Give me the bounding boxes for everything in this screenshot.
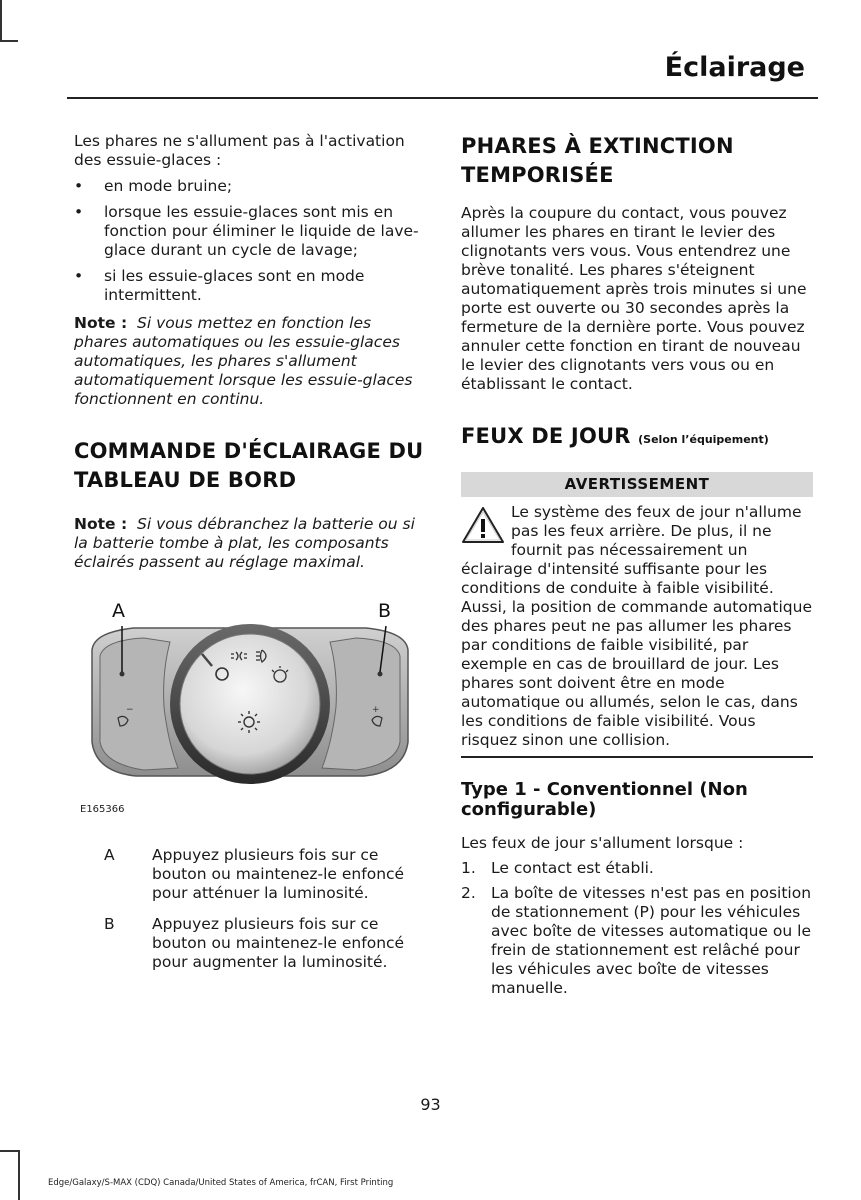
- list-text: Le contact est établi.: [491, 858, 654, 877]
- section-title-text: FEUX DE JOUR: [461, 424, 631, 448]
- list-item: [461, 859, 813, 878]
- right-column: [461, 132, 813, 998]
- bullet-glyph: •: [74, 203, 84, 221]
- warning-header: AVERTISSEMENT: [461, 472, 813, 497]
- legend-text: Appuyez plusieurs fois sur ce bouton ou maintenez-le enfoncé pour augmenter la luminosité.: [152, 915, 405, 971]
- figure-code: E165366: [80, 804, 125, 815]
- type1-intro: Les feux de jour s'allument lorsque :: [461, 833, 744, 852]
- crop-mark-bottom-left: [18, 1150, 20, 1200]
- list-number: 1.: [461, 858, 476, 877]
- delayed-headlamps-text: Après la coupure du contact, vous pouvez allumer les phares en tirant le levier des clignotants vers vous. Vous entendrez une brève tonalité. Les phares s'éteignent automatiquement après trois minutes si une porte est ouverte ou 30 secondes après la fermeture de la dernière porte. Vous pouvez annuler cette fonction en tirant de nouveau le levier des clignotants vers vous ou en établissant le contact.: [461, 204, 807, 393]
- figure-label-a: A: [112, 600, 125, 622]
- note-label: Note :: [74, 515, 128, 533]
- svg-text:−: −: [126, 705, 134, 715]
- page-number: 93: [420, 1095, 441, 1114]
- bullet-text: lorsque les essuie-glaces sont mis en fonction pour éliminer le liquide de lave-glace durant un cycle de lavage;: [104, 203, 419, 259]
- crop-mark-top-left-h: [0, 40, 18, 42]
- bullet-text: si les essuie-glaces sont en mode intermittent.: [104, 267, 365, 304]
- legend-item-a: [74, 846, 426, 903]
- left-column: [74, 132, 426, 972]
- list-text: La boîte de vitesses n'est pas en position de stationnement (P) pour les véhicules avec boîte de vitesses automatique ou le frein de stationnement est relâché pour les véhicules avec boîte de vitesses manuelle.: [491, 883, 812, 997]
- note-text: Si vous débranchez la batterie ou si la batterie tombe à plat, les composants éclairés passent au réglage maximal.: [74, 515, 415, 571]
- warning-box: [461, 503, 813, 750]
- note-automatic-headlamps: [74, 314, 426, 409]
- section-title-daytime-lights: [461, 422, 813, 454]
- svg-text:+: +: [372, 705, 380, 715]
- list-number: 2.: [461, 883, 476, 902]
- subsection-title-type1: Type 1 - Conventionnel (Non configurable): [461, 778, 748, 820]
- intro-text: Les phares ne s'allument pas à l'activation des essuie-glaces :: [74, 132, 405, 169]
- lighting-control-figure: [74, 592, 426, 832]
- header-rule: [67, 97, 818, 99]
- section-title-dashboard-lighting: COMMANDE D'ÉCLAIRAGE DU TABLEAU DE BORD: [74, 439, 424, 492]
- equipment-note: (Selon l’équipement): [638, 433, 769, 446]
- warning-rule: [461, 756, 813, 758]
- note-text: Si vous mettez en fonction les phares automatiques ou les essuie-glaces automatiques, les phares s'allument automatiquement lorsque les essuie-glaces fonctionnent en continu.: [74, 314, 413, 408]
- bullet-item: [74, 177, 426, 196]
- warning-triangle-icon: [461, 505, 505, 545]
- bullet-text: en mode bruine;: [104, 177, 233, 195]
- list-item: [461, 884, 813, 998]
- legend-key: A: [104, 846, 115, 864]
- note-label: Note :: [74, 314, 128, 332]
- legend-item-b: [74, 915, 426, 972]
- crop-mark-bottom-left-h: [0, 1150, 18, 1152]
- footer-text: Edge/Galaxy/S-MAX (CDQ) Canada/United States of America, frCAN, First Printing: [48, 1178, 394, 1188]
- bullet-item: [74, 267, 426, 305]
- warning-text: Le système des feux de jour n'allume pas les feux arrière. De plus, il ne fournit pas nécessairement un éclairage d'intensité suffisante pour les conditions de conduite à faible visibilité. Aussi, la position de commande automatique des phares peut ne pas allumer les phares par conditions de faible visibilité, par exemple en cas de brouillard de jour. Les phares sont doivent être en mode automatique ou allumés, selon le cas, dans les conditions de faible visibilité. Vous risquez sinon une collision.: [461, 503, 812, 749]
- legend-key: B: [104, 915, 115, 933]
- bullet-item: [74, 203, 426, 260]
- bullet-glyph: •: [74, 177, 84, 195]
- section-title-delayed-headlamps: PHARES À EXTINCTION TEMPORISÉE: [461, 134, 734, 187]
- page-title: Éclairage: [664, 52, 805, 83]
- legend-text: Appuyez plusieurs fois sur ce bouton ou maintenez-le enfoncé pour atténuer la luminosité.: [152, 846, 405, 902]
- figure-label-b: B: [378, 600, 392, 622]
- note-battery: [74, 515, 426, 572]
- lighting-control-illustration: [74, 592, 426, 802]
- crop-mark-top-left: [0, 0, 2, 42]
- bullet-glyph: •: [74, 267, 84, 285]
